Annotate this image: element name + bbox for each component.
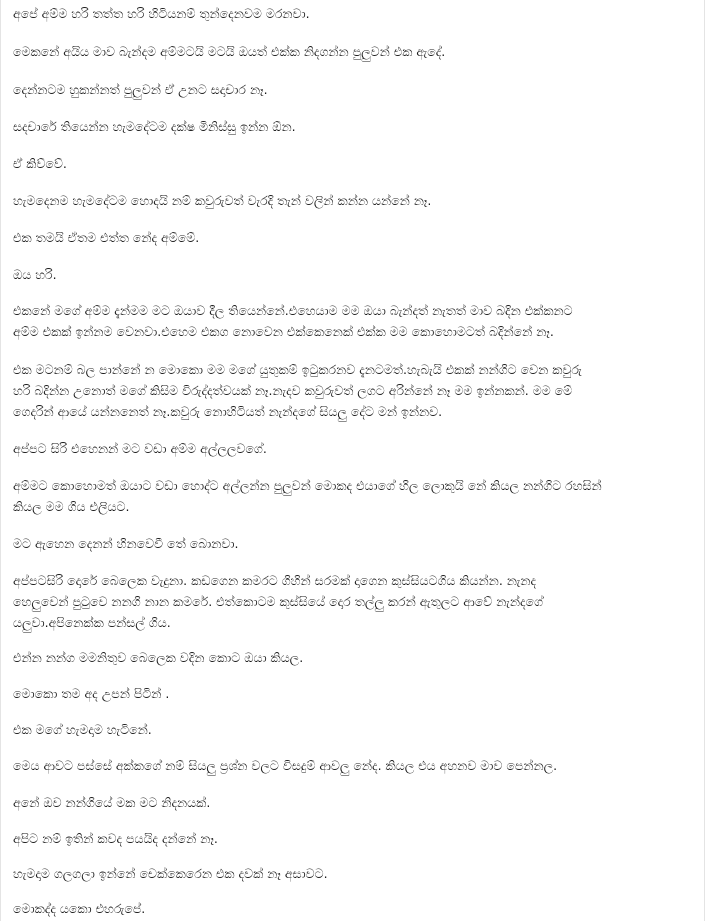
text-line: ඔය හරි. (13, 267, 57, 282)
paragraph (13, 438, 695, 459)
text-line: අප්පටසිරි දොරේ බෙලෙක වැදුනා. කඩගෙන කමරට ගිහින් සරමක් දාගෙන කුස්සියටගිය කියන්න. නැනද (13, 573, 537, 588)
paragraph (13, 792, 695, 813)
paragraph (13, 359, 695, 422)
paragraph (13, 863, 695, 884)
text-line: හෙලුවෙන් පුටුවෙ නනගි නාන කමරේ. එත්කොටම කුස්සියේ දොර තල්ලු කරන් ඇතුලට ආවේ නැන්දගේ (13, 594, 544, 609)
paragraph (13, 3, 695, 24)
paragraph (13, 755, 695, 776)
text-line: දෙන්නටම හුකන්නත් පුලුවන් ඒ උනට සදාචාර නෑ. (13, 82, 268, 97)
paragraph (13, 719, 695, 740)
paragraph (13, 570, 695, 633)
text-line: අම්මට කොහොමත් ඔයාට වඩා හොද්ට අල්ලන්න පුලුවන් මොකද එයාගේ හිල ලොකුයි නේ කියල නන්ගිට රහසින් (13, 478, 602, 493)
text-line: අප්පට සිරි එහෙනන් මට වඩා අම්ම අල්ලලවගේ. (13, 441, 267, 456)
paragraph (13, 475, 695, 517)
text-line: මෙකනේ අයිය මාව බැන්දම අම්මටයි මටයි ඔයත් එක්ක නිදගන්න පුලුවන් එක ඇදේ. (13, 44, 446, 59)
paragraph (13, 79, 695, 100)
paragraph (13, 898, 695, 919)
paragraph (13, 227, 695, 248)
text-line: එකනේ මගේ අම්ම දැන්මම මට ඔයාව දීල තියෙන්නේ.එහෙයාම මම ඔයා බැන්දත් නැතත් මාව බදින එක්කනට (13, 303, 573, 318)
paragraph (13, 300, 695, 342)
text-line: අම්ම එකක් ඉන්නම වෙනවා.එහෙම එකග නොවෙන එක්කෙනෙක් එක්ක මම කොහොමටත් බදින්නේ නෑ. (13, 324, 554, 339)
text-line: මෙය ආවට පස්සේ අක්කගේ නම් සියලු ප්‍රශ්න වලට විසදුම් ආවලු නේද. කියල එය අහනව මාව පෙන්නල. (13, 758, 558, 773)
text-line: යලුවා.අපිනෙක්ක පන්සල් ගිය. (13, 615, 171, 630)
text-line: මට ඇහෙන දෙනන් හිනවෙවී තේ බොනවා. (13, 536, 239, 551)
paragraph (13, 828, 695, 849)
text-line: කියල මම ගිය එලියට. (13, 499, 130, 514)
text-line: හැමදෙනම හැමදේටම හොදයි නම් කවුරුවත් වැරදි තැන් වලින් කන්න යන්නේ නෑ. (13, 193, 432, 208)
text-line: එක තමයි ඒතම එත්ත නේද අම්මේ. (13, 230, 200, 245)
text-line: ඒ කිව්වේ. (13, 156, 67, 171)
paragraph (13, 153, 695, 174)
text-line: හරි බදින්න උනොත් මගේ කිසිම විරුද්දත්වයක් නෑ.නැදව කවුරුවත් ලගට අරින්නේ නෑ මම ඉන්නකන්. මම මේ (13, 383, 573, 398)
paragraph (13, 533, 695, 554)
text-line: අපිට නම් ඉතින් කවද පයයිද දන්නේ නෑ. (13, 831, 218, 846)
text-line: අපේ අම්ම හරි තත්ත හරි හිටියනම් තුන්දෙනවම මරනවා. (13, 6, 310, 21)
paragraph (13, 116, 695, 137)
text-line: මොකද්ද යකො එහරුපේ. (13, 901, 146, 916)
text-line: ගෙදරින් ආයේ යන්නනෙත් නෑ.කවුරු නොහිටියත් නැන්දගේ සියලු දේට මන් ඉන්නව. (13, 404, 443, 419)
paragraph (13, 683, 695, 704)
paragraph (13, 647, 695, 668)
text-line: එන්න නන්ග මමනිතුව බෙලෙක වදින කොට ඔයා කියල. (13, 650, 304, 665)
paragraph (13, 41, 695, 62)
text-line: සදචාරේ තියෙන්න හැමදේටම දක්ෂ මිනිස්සු ඉන්න ඕන. (13, 119, 296, 134)
text-line: හැමදාම ගලගලා ඉන්නේ චෙක්කෙරෙන එක දවක් නෑ අසාවට. (13, 866, 328, 881)
text-line: මොකො තම අද උපන් පිටින් . (13, 686, 170, 701)
paragraph (13, 264, 695, 285)
text-line: අනේ ඔව නන්ගියේ මක මට නිදනයක්. (13, 795, 211, 810)
text-line: එක මගේ හැමදාම හැටිනේ. (13, 722, 152, 737)
text-line: එක මටනම් බල පාන්නේ න මොකො මම මගේ යුතුකම් ඉටුකරනව දැනටමත්.හැබැයි එකක් නන්ගිට වෙන කවුරු (13, 362, 582, 377)
paragraph (13, 190, 695, 211)
